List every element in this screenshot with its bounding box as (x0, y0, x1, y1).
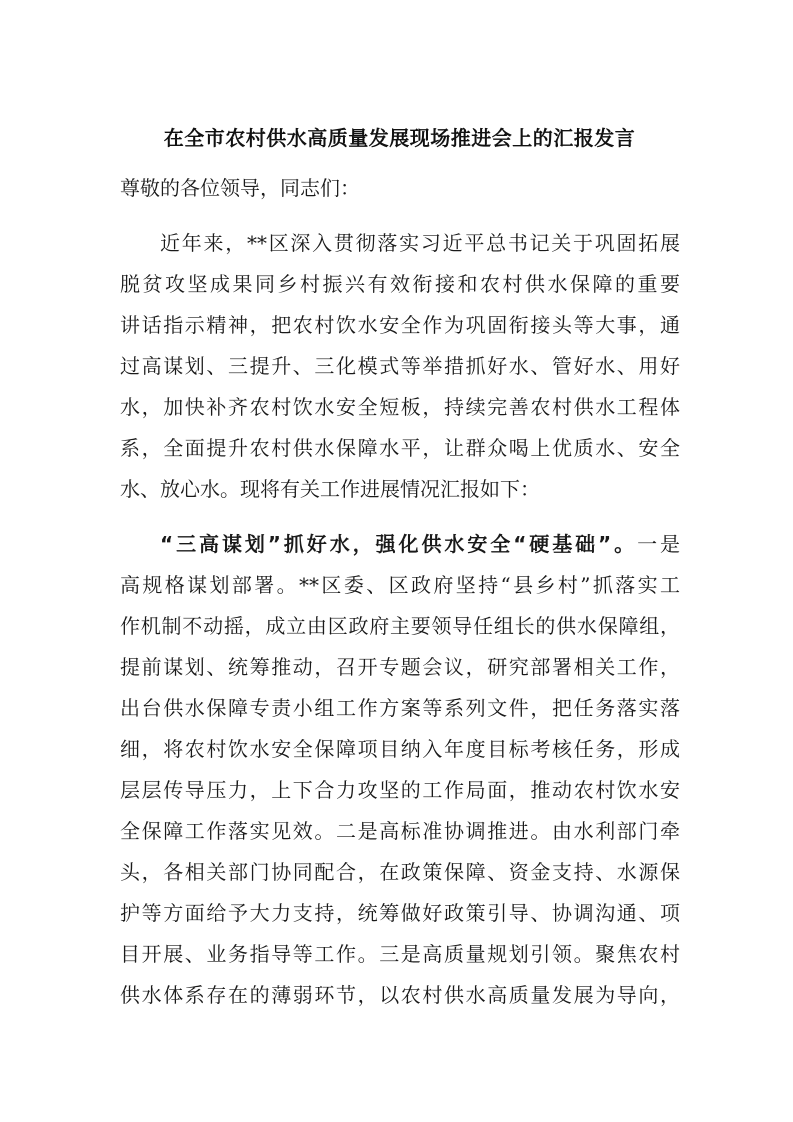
section-heading-tail: 一是 (637, 532, 681, 556)
paragraph2-line: 细，将农村饮水安全保障项目纳入年度目标考核任务，形成 (120, 737, 680, 761)
section-heading: “三高谋划”抓好水，强化供水安全“硬基础”。 (160, 532, 638, 556)
paragraph2-line: 护等方面给予大力支持，统筹做好政策引导、协调沟通、项 (120, 901, 680, 925)
paragraph1-line: 脱贫攻坚成果同乡村振兴有效衔接和农村供水保障的重要 (120, 272, 680, 296)
paragraph2-line: 作机制不动摇，成立由区政府主要领导任组长的供水保障组， (120, 614, 680, 638)
greeting: 尊敬的各位领导，同志们： (120, 176, 360, 200)
paragraph2-line: 供水体系存在的薄弱环节，以农村供水高质量发展为导向， (120, 983, 680, 1007)
paragraph2-line: 头，各相关部门协同配合，在政策保障、资金支持、水源保 (120, 860, 680, 884)
paragraph2-line: 层层传导压力，上下合力攻坚的工作局面，推动农村饮水安 (120, 778, 680, 802)
paragraph1-line: 近年来，**区深入贯彻落实习近平总书记关于巩固拓展 (160, 231, 680, 255)
paragraph2-first-line (160, 530, 680, 558)
paragraph2-line: 全保障工作落实见效。二是高标准协调推进。由水利部门牵 (120, 819, 680, 843)
paragraph1-line: 讲话指示精神，把农村饮水安全作为巩固衔接头等大事，通 (120, 313, 680, 337)
paragraph2-line: 出台供水保障专责小组工作方案等系列文件，把任务落实落 (120, 696, 680, 720)
paragraph2-line: 目开展、业务指导等工作。三是高质量规划引领。聚焦农村 (120, 942, 680, 966)
document-title: 在全市农村供水高质量发展现场推进会上的汇报发言 (163, 126, 636, 150)
paragraph1-line: 系，全面提升农村供水保障水平，让群众喝上优质水、安全 (120, 436, 680, 460)
paragraph1-line: 过高谋划、三提升、三化模式等举措抓好水、管好水、用好 (120, 354, 680, 378)
paragraph1-line: 水，加快补齐农村饮水安全短板，持续完善农村供水工程体 (120, 395, 680, 419)
paragraph2-line: 高规格谋划部署。**区委、区政府坚持“县乡村”抓落实工 (120, 573, 680, 597)
paragraph2-line: 提前谋划、统筹推动，召开专题会议，研究部署相关工作， (120, 655, 680, 679)
paragraph1-line: 水、放心水。现将有关工作进展情况汇报如下： (120, 477, 540, 501)
